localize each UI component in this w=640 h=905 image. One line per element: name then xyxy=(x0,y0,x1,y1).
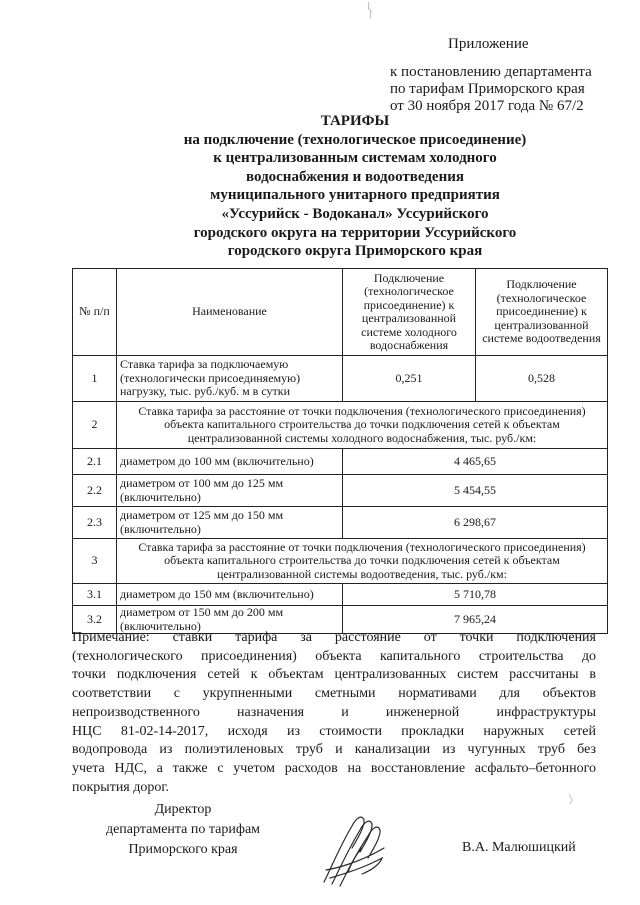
note-line: Примечание: ставки тарифа за расстояние от точки подключения xyxy=(72,630,596,645)
table-row xyxy=(73,539,608,584)
appendix-label: Приложение xyxy=(448,36,529,52)
row-name: диаметром до 100 мм (включительно) xyxy=(117,449,343,475)
title-main: ТАРИФЫ xyxy=(320,113,390,129)
row-num: 3.1 xyxy=(73,584,117,606)
signer-title-line: департамента по тарифам xyxy=(105,822,261,837)
table-row xyxy=(73,449,608,475)
note-paragraph xyxy=(72,629,596,797)
row-num: 3 xyxy=(73,539,117,584)
handwritten-signature-icon xyxy=(318,808,390,890)
row-num: 3.2 xyxy=(73,606,117,634)
title-line: муниципального унитарного предприятия xyxy=(210,187,500,204)
row-num: 1 xyxy=(73,356,117,402)
header-sewer: Подключение (технологическое присоединение) к централизованной системе водоотведения xyxy=(476,269,608,356)
title-line: к централизованным системам холодного xyxy=(213,150,497,167)
row-value: 5 454,55 xyxy=(343,475,608,507)
table-header-row xyxy=(73,269,608,356)
edge-pen-mark-icon xyxy=(566,792,576,806)
table-row xyxy=(73,475,608,507)
note-line: учета НДС, а также с учетом расходов на восстановление асфальто–бетонного xyxy=(72,760,596,776)
row-value-sewer: 0,528 xyxy=(476,356,608,402)
row-num: 2.1 xyxy=(73,449,117,475)
decree-line: по тарифам Приморского края xyxy=(390,81,585,97)
note-line: НЦС 81-02-14-2017, исходя из стоимости прокладки наружных сетей xyxy=(72,723,596,739)
row-name: диаметром от 125 мм до 150 мм (включительно) xyxy=(117,507,343,539)
note-line: водопровода из полиэтиленовых труб и канализации из чугунных труб без xyxy=(72,742,596,758)
row-description: Ставка тарифа за расстояние от точки подключения (технологического присоединения) объекта капитального строительства до точки подключения сетей к объектам централизованной системы холодного водоснабжения, тыс. руб./км: xyxy=(117,402,608,449)
row-num: 2.2 xyxy=(73,475,117,507)
signer-title-line: Директор xyxy=(154,802,212,817)
decree-line: от 30 ноября 2017 года № 67/2 xyxy=(390,98,584,114)
note-line: точки подключения сетей к объектам централизованных систем рассчитаны в xyxy=(72,667,596,683)
row-description: Ставка тарифа за расстояние от точки подключения (технологического присоединения) объекта капитального строительства до точки подключения сетей к объектам централизованной системы водоотведения, тыс. руб./км: xyxy=(117,539,608,584)
header-num: № п/п xyxy=(73,269,117,356)
title-line: водоснабжения и водоотведения xyxy=(246,168,464,185)
decree-reference xyxy=(390,64,630,115)
row-name: диаметром до 150 мм (включительно) xyxy=(117,584,343,606)
row-num: 2 xyxy=(73,402,117,449)
table-row xyxy=(73,402,608,449)
title-line: городского округа на территории Уссурийского xyxy=(193,224,517,241)
header-name: Наименование xyxy=(117,269,343,356)
row-name: диаметром от 150 мм до 200 мм (включительно) xyxy=(117,606,343,634)
title-line: «Уссурийск - Водоканал» Уссурийского xyxy=(221,205,489,222)
title-line: на подключение (технологическое присоединение) xyxy=(183,131,527,148)
note-line: соответствии с укрупненными сметными нормативами для объектов xyxy=(72,686,596,702)
note-line: покрытия дорог. xyxy=(72,779,170,795)
row-name: диаметром от 100 мм до 125 мм (включительно) xyxy=(117,475,343,507)
note-line: (технологического присоединения) объекта капитального строительства до xyxy=(72,648,596,664)
row-value: 4 465,65 xyxy=(343,449,608,475)
signer-title-line: Приморского края xyxy=(128,842,238,857)
signer-name: В.А. Малюшицкий xyxy=(462,840,576,855)
table-row xyxy=(73,584,608,606)
row-value: 5 710,78 xyxy=(343,584,608,606)
note-line: непроизводственного назначения и инженерной инфраструктуры xyxy=(72,704,596,720)
row-value-water: 0,251 xyxy=(343,356,476,402)
row-name: Ставка тарифа за подключаемую (технологически присоединяемую) нагрузку, тыс. руб./куб. м в сутки xyxy=(117,356,343,402)
row-value: 7 965,24 xyxy=(343,606,608,634)
decree-line: к постановлению департамента xyxy=(390,64,592,80)
header-water: Подключение (технологическое присоединение) к централизованной системе холодного водоснабжения xyxy=(343,269,476,356)
tariff-table xyxy=(72,268,608,634)
title-line: городского округа Приморского края xyxy=(227,243,483,260)
table-row xyxy=(73,507,608,539)
row-num: 2.3 xyxy=(73,507,117,539)
corner-pen-mark-icon xyxy=(362,0,378,20)
document-title xyxy=(100,112,610,261)
row-value: 6 298,67 xyxy=(343,507,608,539)
signer-title xyxy=(88,800,278,860)
table-row xyxy=(73,356,608,402)
